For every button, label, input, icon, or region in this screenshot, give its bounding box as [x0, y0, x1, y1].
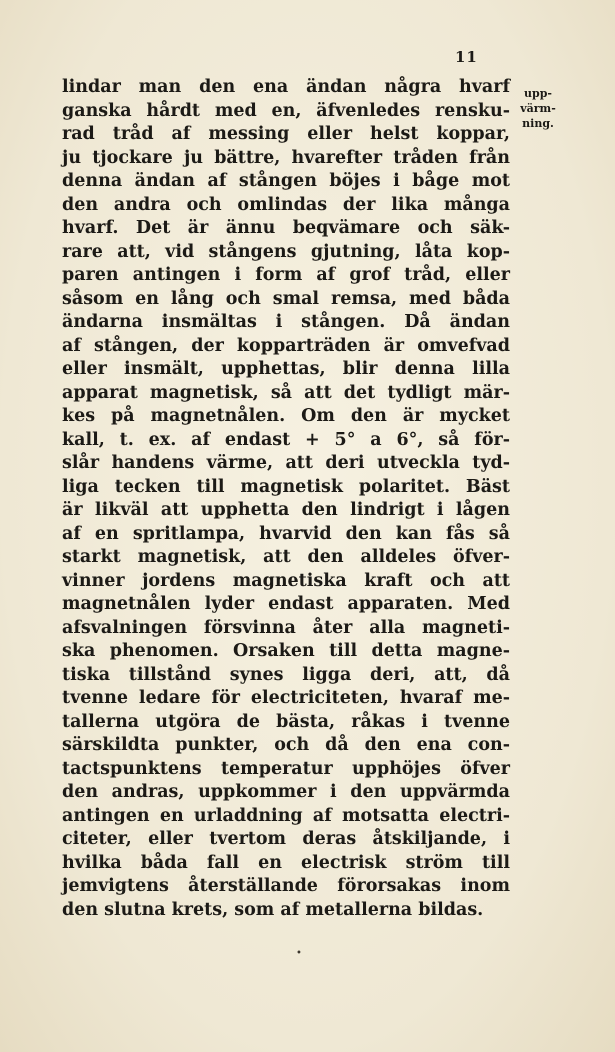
margin-note	[508, 86, 568, 131]
text-line: antingen en urladdning af motsatta electri-	[62, 805, 510, 826]
text-line: den andra och omlindas der lika många	[62, 194, 510, 215]
text-line: liga tecken till magnetisk polaritet. Bäst	[62, 476, 510, 497]
text-line: ganska hårdt med en, äfvenledes rensku-	[62, 100, 510, 121]
text-line: afsvalningen försvinna åter alla magneti-	[62, 617, 510, 638]
body-text	[62, 76, 510, 922]
text-line: paren antingen i form af grof tråd, eller	[62, 265, 510, 285]
printer-mark: •	[296, 948, 302, 959]
text-line: lindar man den ena ändan några hvarf	[62, 77, 510, 97]
text-line: rad tråd af messing eller helst koppar,	[62, 124, 510, 144]
text-line: citeter, eller tvertom deras åtskiljande, i	[62, 829, 510, 849]
text-line: denna ändan af stången böjes i båge mot	[62, 171, 510, 191]
text-line: den slutna krets, som af metallerna bildas.	[62, 899, 484, 920]
margin-note-line: ning.	[522, 117, 554, 130]
text-line: kes på magnetnålen. Om den är mycket	[62, 406, 510, 426]
text-line: såsom en lång och smal remsa, med båda	[62, 288, 510, 309]
text-line: särskildta punkter, och då den ena con-	[62, 735, 510, 755]
text-line: är likväl att upphetta den lindrigt i lågen	[62, 500, 510, 520]
text-line: ändarna insmältas i stången. Då ändan	[62, 312, 510, 332]
text-line: ska phenomen. Orsaken till detta magne-	[62, 641, 510, 661]
text-line: starkt magnetisk, att den alldeles öfver-	[62, 547, 510, 567]
text-line: hvilka båda fall en electrisk ström till	[62, 852, 510, 873]
margin-note-line: upp-	[524, 87, 552, 100]
text-line: tactspunktens temperatur upphöjes öfver	[62, 758, 510, 779]
text-line: tallerna utgöra de bästa, råkas i tvenne	[62, 711, 510, 732]
text-line: den andras, uppkommer i den uppvärmda	[62, 782, 510, 802]
text-line: af en spritlampa, hvarvid den kan fås så	[62, 523, 510, 544]
text-line: jemvigtens återställande förorsakas inom	[62, 876, 510, 896]
text-line: rare att, vid stångens gjutning, låta kop-	[62, 241, 510, 262]
text-line: magnetnålen lyder endast apparaten. Med	[62, 594, 510, 614]
text-line: kall, t. ex. af endast + 5° a 6°, så för-	[62, 429, 510, 450]
text-line: eller insmält, upphettas, blir denna lilla	[62, 359, 510, 379]
text-line: af stången, der kopparträden är omvefvad	[62, 335, 510, 356]
text-line: tiska tillstånd synes ligga deri, att, då	[62, 664, 510, 685]
text-line: ju tjockare ju bättre, hvarefter tråden från	[62, 147, 510, 168]
margin-note-line: värm-	[520, 102, 556, 115]
text-line: tvenne ledare för electriciteten, hvaraf me-	[62, 688, 510, 708]
text-line: apparat magnetisk, så att det tydligt mär-	[62, 382, 510, 403]
page-number: 11	[455, 48, 478, 66]
text-line: vinner jordens magnetiska kraft och att	[62, 570, 510, 591]
text-line: slår handens värme, att deri utveckla tyd-	[62, 453, 510, 473]
text-line: hvarf. Det är ännu beqvämare och säk-	[62, 218, 510, 238]
